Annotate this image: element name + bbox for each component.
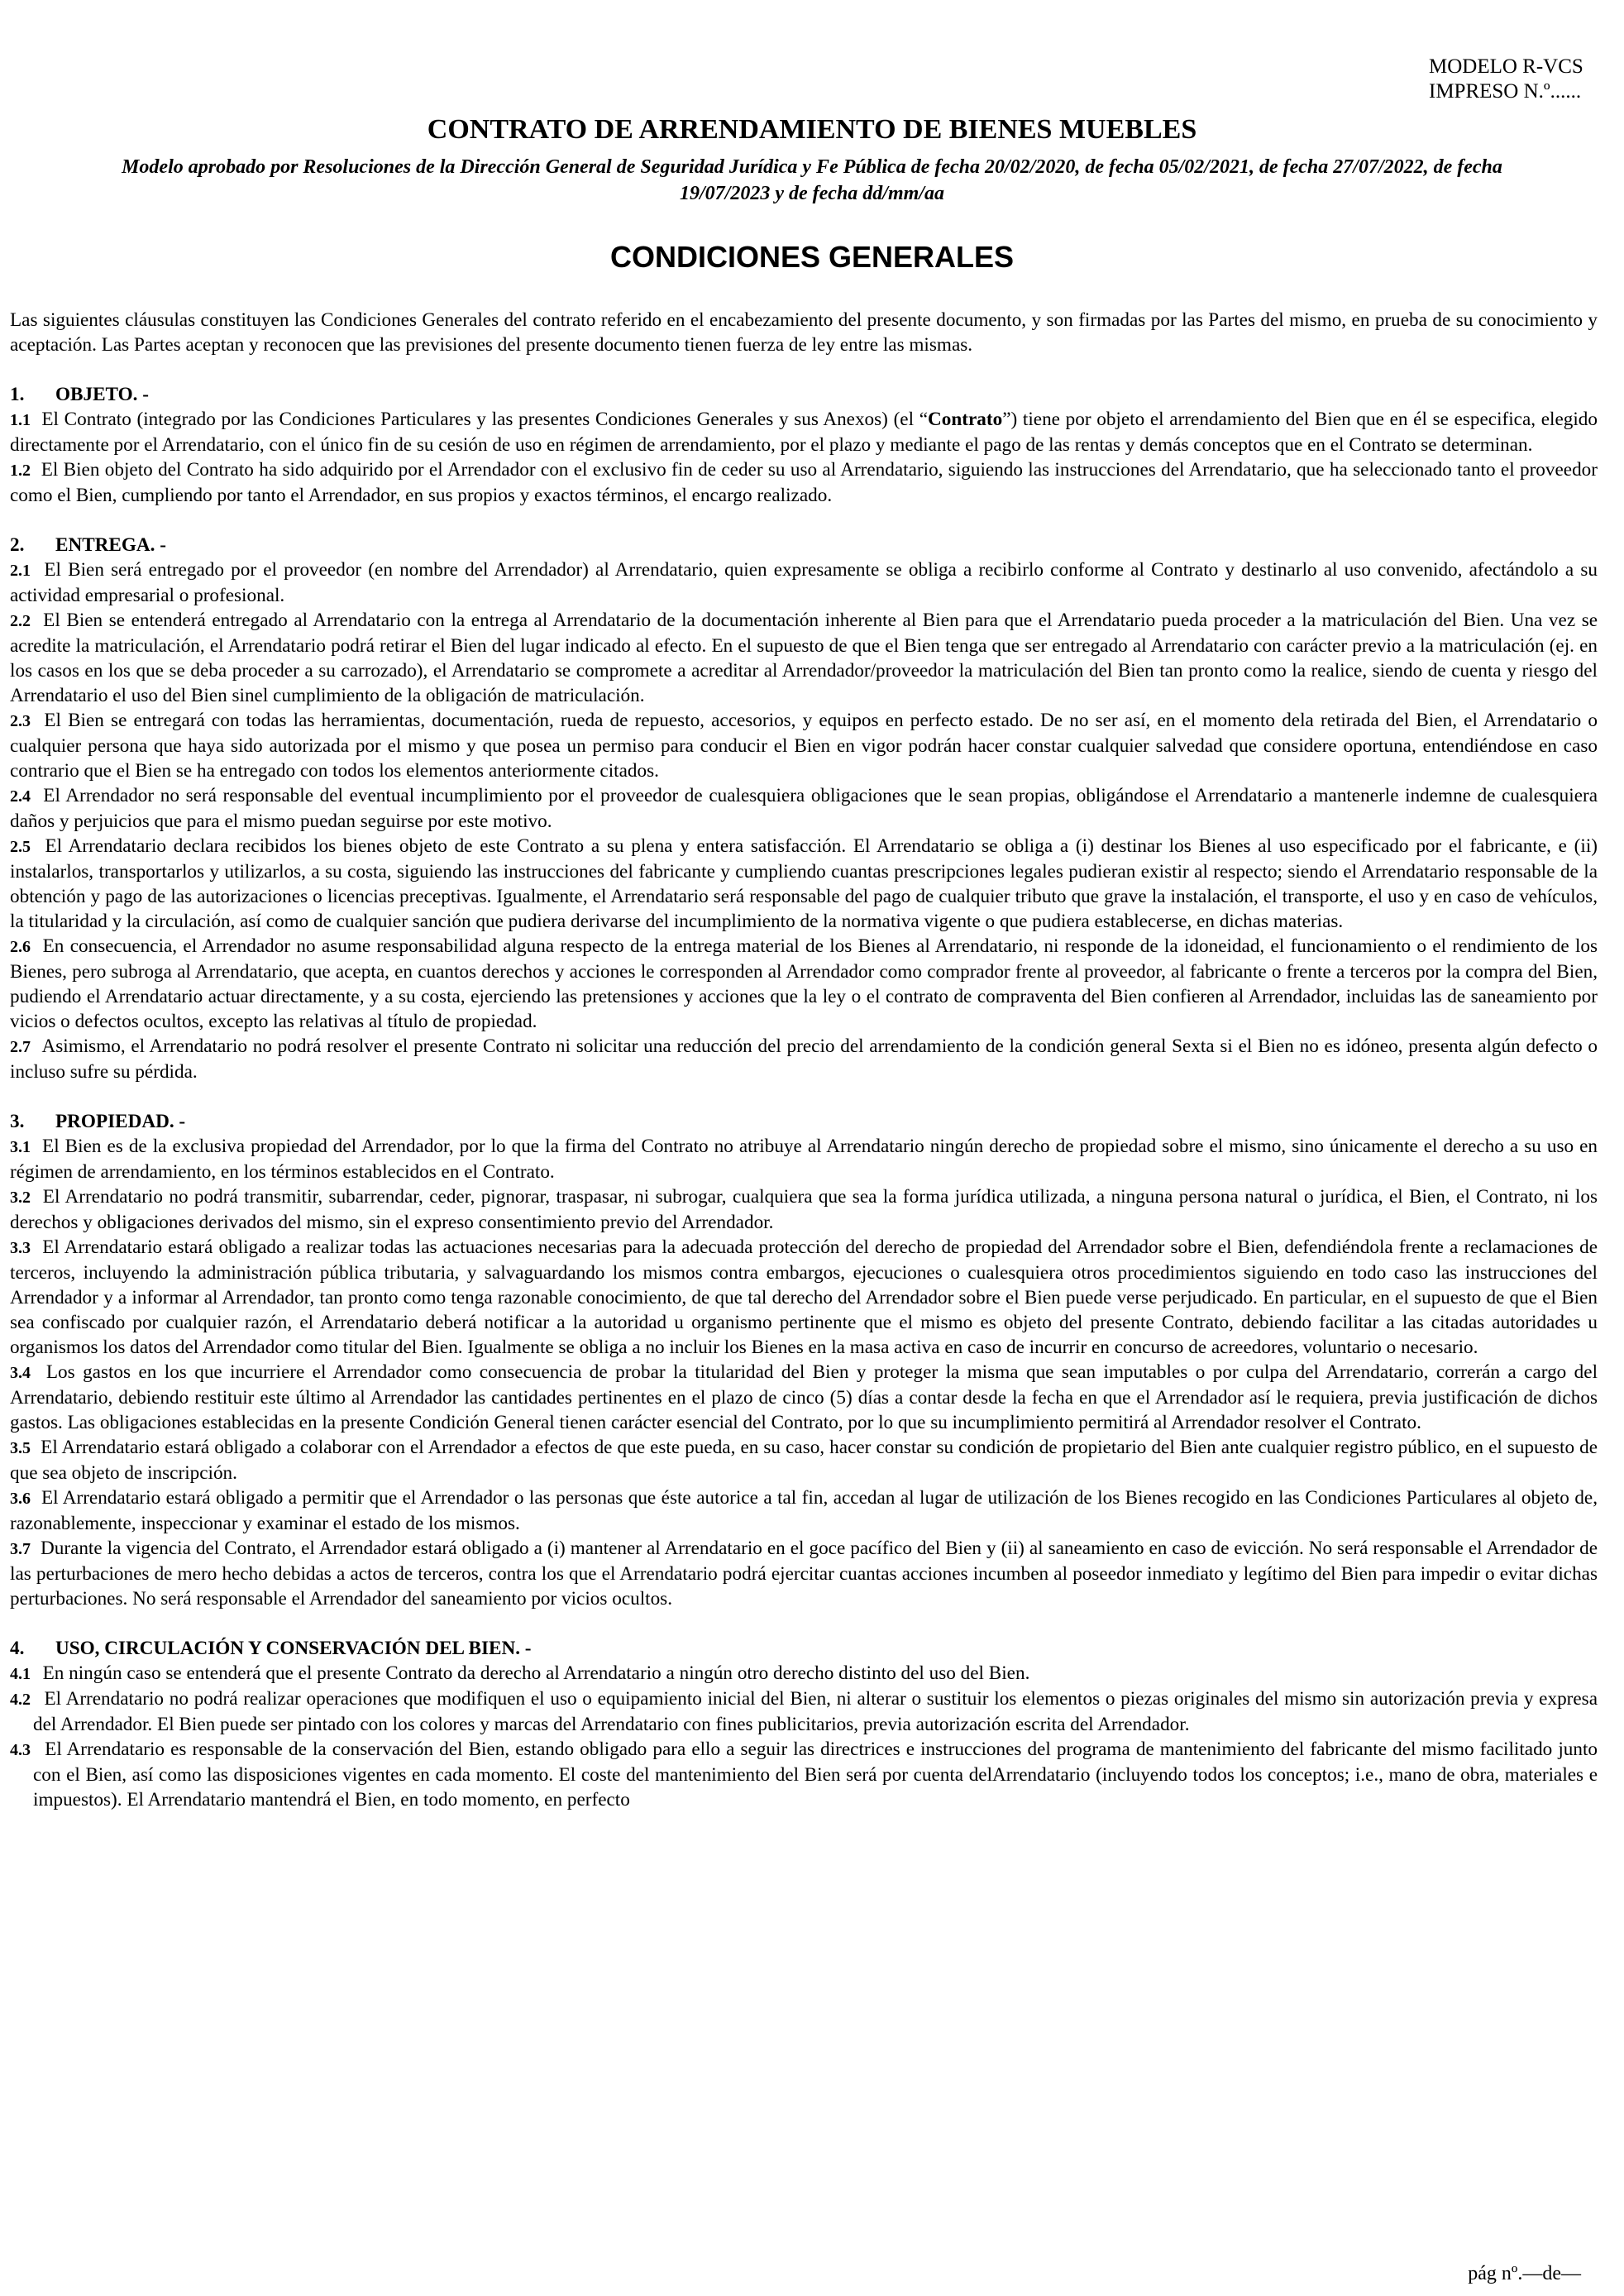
clause-number: 4.2 bbox=[10, 1691, 31, 1709]
clause bbox=[10, 1134, 1598, 1184]
clause-text: El Arrendador no será responsable del eventual incumplimiento por el proveedor de cualesquiera obligaciones que le sean propias, obligándose el Arrendatario a mantenerle indemne de cualesquiera daños y perjuicios que para el mismo puedan seguirse por este motivo. bbox=[10, 785, 1598, 832]
clause-text: El Arrendatario no podrá realizar operaciones que modifiquen el uso o equipamiento inicial del Bien, ni alterar o sustituir los elementos o piezas originales del mismo sin autorización previa y expresa del Arrendador. El Bien puede ser pintado con los colores y marcas del Arrendatario con fines publicitarios, previa autorización escrita del Arrendador. bbox=[33, 1688, 1598, 1735]
model-reference bbox=[1429, 55, 1619, 104]
clause-text: El Arrendatario estará obligado a colaborar con el Arrendador a efectos de que este pueda, en su caso, hacer constar su condición de propietario del Bien ante cualquier registro público, en el supuesto de que sea objeto de inscripción. bbox=[10, 1437, 1598, 1484]
clause-number: 3.7 bbox=[10, 1540, 31, 1558]
clause bbox=[10, 1737, 1598, 1812]
section-number: 4. bbox=[10, 1638, 25, 1659]
clause-text: El Bien es de la exclusiva propiedad del Arrendador, por lo que la firma del Contrato no atribuye al Arrendatario ningún derecho de propiedad sobre el mismo, sino únicamente el derecho a su uso en régimen de arrendamiento, en los términos establecidos en el Contrato. bbox=[10, 1136, 1598, 1183]
clause-text: Los gastos en los que incurriere el Arrendador como consecuencia de probar la titularidad del Bien y proteger la misma que sean imputables o por culpa del Arrendatario, correrán a cargo del Arrendatario, debiendo restituir este último al Arrendador las cantidades pertinentes en el plazo de cinco (5) días a contar desde la fecha en que el Arrendador así le requiera, previa justificación de dichos gastos. Las obligaciones establecidas en la presente Condición General tienen carácter esencial del Contrato, por lo que su incumplimiento permitirá al Arrendador resolver el Contrato. bbox=[10, 1361, 1598, 1433]
clause-text: El Bien se entenderá entregado al Arrendatario con la entrega al Arrendatario de la documentación inherente al Bien para que el Arrendatario pueda proceder a la matriculación del Bien. Una vez se acredite la matriculación, el Arrendatario podrá retirar el Bien del lugar indicado al efecto. En el supuesto de que el Bien tenga que ser entregado al Arrendatario con carácter previo a la matriculación (ej. en los casos en los que se deba proceder a su carrozado), el Arrendatario se compromete a acreditar al Arrendador/proveedor la matriculación del Bien tan pronto como la realice, siendo de cuenta y riesgo del Arrendatario el uso del Bien sinel cumplimiento de la obligación de matriculación. bbox=[10, 610, 1598, 706]
clause bbox=[10, 1536, 1598, 1611]
clause-text: El Arrendatario declara recibidos los bienes objeto de este Contrato a su plena y entera satisfacción. El Arrendatario se obliga a (i) destinar los Bienes al uso especificado por el fabricante, e (ii) instalarlos, transportarlos y utilizarlos, a su costa, siguiendo las instrucciones del fabricante y cumpliendo cuantas prescripciones legales pudieran existir al respecto; siendo el Arrendatario responsable de la obtención y pago de las autorizaciones o licencias preceptivas. Igualmente, el Arrendatario será responsable del pago de cualquier tributo que grave la instalación, el transporte, el uso y en caso de vehículos, la titularidad y la circulación, así como de cualquier sanción que pudiera derivarse del incumplimiento de la normativa vigente o que pudiera establecerse, en dichas materias. bbox=[10, 835, 1598, 932]
clause-number: 2.6 bbox=[10, 938, 31, 956]
model-code: MODELO R-VCS bbox=[1429, 55, 1583, 78]
clause bbox=[10, 1360, 1598, 1435]
clause-number: 3.6 bbox=[10, 1490, 31, 1508]
section-heading bbox=[10, 1636, 1598, 1661]
clause-number: 3.5 bbox=[10, 1439, 31, 1457]
clause-number: 2.7 bbox=[10, 1038, 31, 1056]
clause-number: 4.1 bbox=[10, 1665, 31, 1683]
clause bbox=[10, 1435, 1598, 1485]
clause-text: El Arrendatario es responsable de la conservación del Bien, estando obligado para ello a seguir las directrices e instrucciones del programa de mantenimiento del fabricante del mismo facilitado junto con el Bien, así como las disposiciones vigentes en cada momento. El coste del mantenimiento del Bien será por cuenta delArrendatario (incluyendo todos los conceptos; i.e., mano de obra, materiales e impuestos). El Arrendatario mantendrá el Bien, en todo momento, en perfecto bbox=[33, 1739, 1598, 1810]
section-title: ENTREGA. - bbox=[55, 534, 166, 556]
clause-number: 3.2 bbox=[10, 1189, 31, 1207]
clause bbox=[10, 934, 1598, 1034]
clause-text: El Bien objeto del Contrato ha sido adquirido por el Arrendador con el exclusivo fin de ceder su uso al Arrendatario, siguiendo las instrucciones del Arrendatario, que ha seleccionado tanto el proveedor como el Bien, cumpliendo por tanto el Arrendador, en sus propios y exactos términos, el encargo realizado. bbox=[10, 459, 1598, 506]
clause-text: El Arrendatario no podrá transmitir, subarrendar, ceder, pignorar, traspasar, ni subrogar, cualquiera que sea la forma jurídica utilizada, a ninguna persona natural o jurídica, el Bien, el Contrato, ni los derechos y obligaciones derivados del mismo, sin el expreso consentimiento previo del Arrendador. bbox=[10, 1186, 1598, 1233]
clause bbox=[10, 407, 1598, 457]
print-number: IMPRESO N.º...... bbox=[1429, 80, 1582, 103]
clause-number: 2.5 bbox=[10, 838, 31, 856]
clause bbox=[10, 834, 1598, 934]
clause-number: 2.2 bbox=[10, 612, 31, 630]
page-number: pág nº.—de— bbox=[1468, 2263, 1581, 2284]
section-number: 2. bbox=[10, 534, 25, 556]
clause-number: 1.2 bbox=[10, 462, 31, 480]
clause bbox=[10, 1034, 1598, 1084]
section-title: PROPIEDAD. - bbox=[55, 1111, 186, 1132]
approval-subtitle: Modelo aprobado por Resoluciones de la Dirección General de Seguridad Jurídica y Fe Pública de fecha 20/02/2020, de fecha 05/02/2021, de fecha 27/07/2022, de fecha 19/07/2023 y de fecha dd/mm/aa bbox=[122, 156, 1502, 204]
clause-text: El Arrendatario estará obligado a permitir que el Arrendador o las personas que éste autorice a tal fin, accedan al lugar de utilización de los Bienes recogido en las Condiciones Particulares al objeto de, razonablemente, inspeccionar y examinar el estado de los mismos. bbox=[10, 1487, 1598, 1534]
clause-number: 4.3 bbox=[10, 1741, 31, 1759]
clause-text: Durante la vigencia del Contrato, el Arrendador estará obligado a (i) mantener al Arrendatario en el goce pacífico del Bien y (ii) al saneamiento en caso de evicción. No será responsable el Arrendador de las perturbaciones de mero hecho debidas a actos de terceros, contra los que el Arrendatario podrá ejercitar cuantas acciones incumben al poseedor inmediato y legítimo del Bien para impedir o evitar dichas perturbaciones. No será responsable el Arrendador del saneamiento por vicios ocultos. bbox=[10, 1538, 1598, 1610]
section-heading bbox=[10, 382, 1598, 407]
clause-defined-term: Contrato bbox=[928, 409, 1003, 430]
clause-text: El Bien se entregará con todas las herramientas, documentación, rueda de repuesto, accesorios, y equipos en perfecto estado. De no ser así, en el momento dela retirada del Bien, el Arrendatario o cualquier persona que haya sido autorizada por el mismo y que posea un permiso para conducir el Bien en vigor podrán hacer constar cualquier salvedad que considere oportuna, entendiéndose en caso contrario que el Bien se ha entregado con todos los elementos anteriormente citados. bbox=[10, 710, 1598, 782]
clause-text: Asimismo, el Arrendatario no podrá resolver el presente Contrato ni solicitar una reducción del precio del arrendamiento de la condición general Sexta si el Bien no es idóneo, presenta algún defecto o incluso sufre su pérdida. bbox=[10, 1036, 1598, 1083]
clause-number: 2.3 bbox=[10, 712, 31, 730]
general-conditions-title: CONDICIONES GENERALES bbox=[609, 240, 1015, 274]
clause-number: 2.1 bbox=[10, 562, 31, 580]
clause bbox=[10, 1235, 1598, 1360]
clause bbox=[10, 1184, 1598, 1235]
section-heading bbox=[10, 533, 1598, 557]
clause bbox=[10, 1686, 1598, 1737]
clause bbox=[10, 708, 1598, 783]
clause-text: El Bien será entregado por el proveedor (en nombre del Arrendador) al Arrendatario, quien expresamente se obliga a recibirlo conforme al Contrato y destinarlo al uso convenido, afectándolo a su actividad empresarial o profesional. bbox=[10, 559, 1598, 606]
clause-number: 3.1 bbox=[10, 1138, 31, 1156]
clause-number: 1.1 bbox=[10, 411, 31, 429]
clause bbox=[10, 608, 1598, 708]
section-title: USO, CIRCULACIÓN Y CONSERVACIÓN DEL BIEN. - bbox=[55, 1638, 532, 1659]
clause-text: En ningún caso se entenderá que el presente Contrato da derecho al Arrendatario a ningún otro derecho distinto del uso del Bien. bbox=[42, 1662, 1030, 1684]
intro-paragraph: Las siguientes cláusulas constituyen las Condiciones Generales del contrato referido en el encabezamiento del presente documento, y son firmadas por las Partes del mismo, en prueba de su conocimiento y aceptación. Las Partes aceptan y reconocen que las previsiones del presente documento tienen fuerza de ley entre las mismas. bbox=[10, 309, 1598, 356]
clause-number: 3.4 bbox=[10, 1364, 31, 1382]
clause bbox=[10, 457, 1598, 508]
clause-text: El Arrendatario estará obligado a realizar todas las actuaciones necesarias para la adecuada protección del derecho de propiedad del Arrendador sobre el Bien, defendiéndola frente a reclamaciones de terceros, incluyendo la administración pública tributaria, y salvaguardando los mismos contra embargos, ejecuciones o cualesquiera otros procedimientos siguiendo en todo caso las instrucciones del Arrendador y a informar al Arrendador, tan pronto como tenga razonable conocimiento, de que tal derecho del Arrendador sobre el Bien puede verse perjudicado. En particular, en el supuesto de que el Bien sea confiscado por cualquier razón, el Arrendatario deberá notificar a la autoridad u organismo pertinente que el mismo es objeto del presente Contrato, debiendo facilitar a las citadas autoridades u organismos los datos del Arrendador como titular del Bien. Igualmente se obliga a no incluir los Bienes en la masa activa en caso de incurrir en concurso de acreedores, voluntario o necesario. bbox=[10, 1236, 1598, 1358]
clause-text: El Contrato (integrado por las Condiciones Particulares y las presentes Condiciones Generales y sus Anexos) (el “ bbox=[41, 409, 929, 430]
section-heading bbox=[10, 1109, 1598, 1134]
clause bbox=[10, 1485, 1598, 1536]
section-number: 3. bbox=[10, 1111, 25, 1132]
section-title: OBJETO. - bbox=[55, 384, 149, 405]
clause-text: ”) tiene por objeto el arrendamiento del Bien que en él se especifica, elegido directamente por el Arrendatario, con el único fin de su cesión de uso en régimen de arrendamiento, por el plazo y mediante el pago de las rentas y demás conceptos que en el Contrato se determinan. bbox=[10, 409, 1598, 456]
section-number: 1. bbox=[10, 384, 25, 405]
clause-number: 2.4 bbox=[10, 787, 31, 806]
document-title: CONTRATO DE ARRENDAMIENTO DE BIENES MUEBLES bbox=[427, 114, 1197, 145]
clause bbox=[10, 1661, 1598, 1686]
document-body bbox=[10, 308, 1598, 1812]
clause bbox=[10, 783, 1598, 834]
clause-text: En consecuencia, el Arrendador no asume responsabilidad alguna respecto de la entrega material de los Bienes al Arrendatario, ni responde de la idoneidad, el funcionamiento o el rendimiento de los Bienes, pero subroga al Arrendatario, que acepta, en cuantos derechos y acciones le corresponden al Arrendador como comprador frente al proveedor, al fabricante o frente a terceros por la compra del Bien, pudiendo el Arrendatario actuar directamente, y a su costa, ejerciendo las pretensiones y acciones que la ley o el contrato de compraventa del Bien confieren al Arrendador, incluidas las de saneamiento por vicios o defectos ocultos, excepto las relativas al título de propiedad. bbox=[10, 935, 1598, 1032]
clause bbox=[10, 557, 1598, 608]
clause-number: 3.3 bbox=[10, 1239, 31, 1257]
